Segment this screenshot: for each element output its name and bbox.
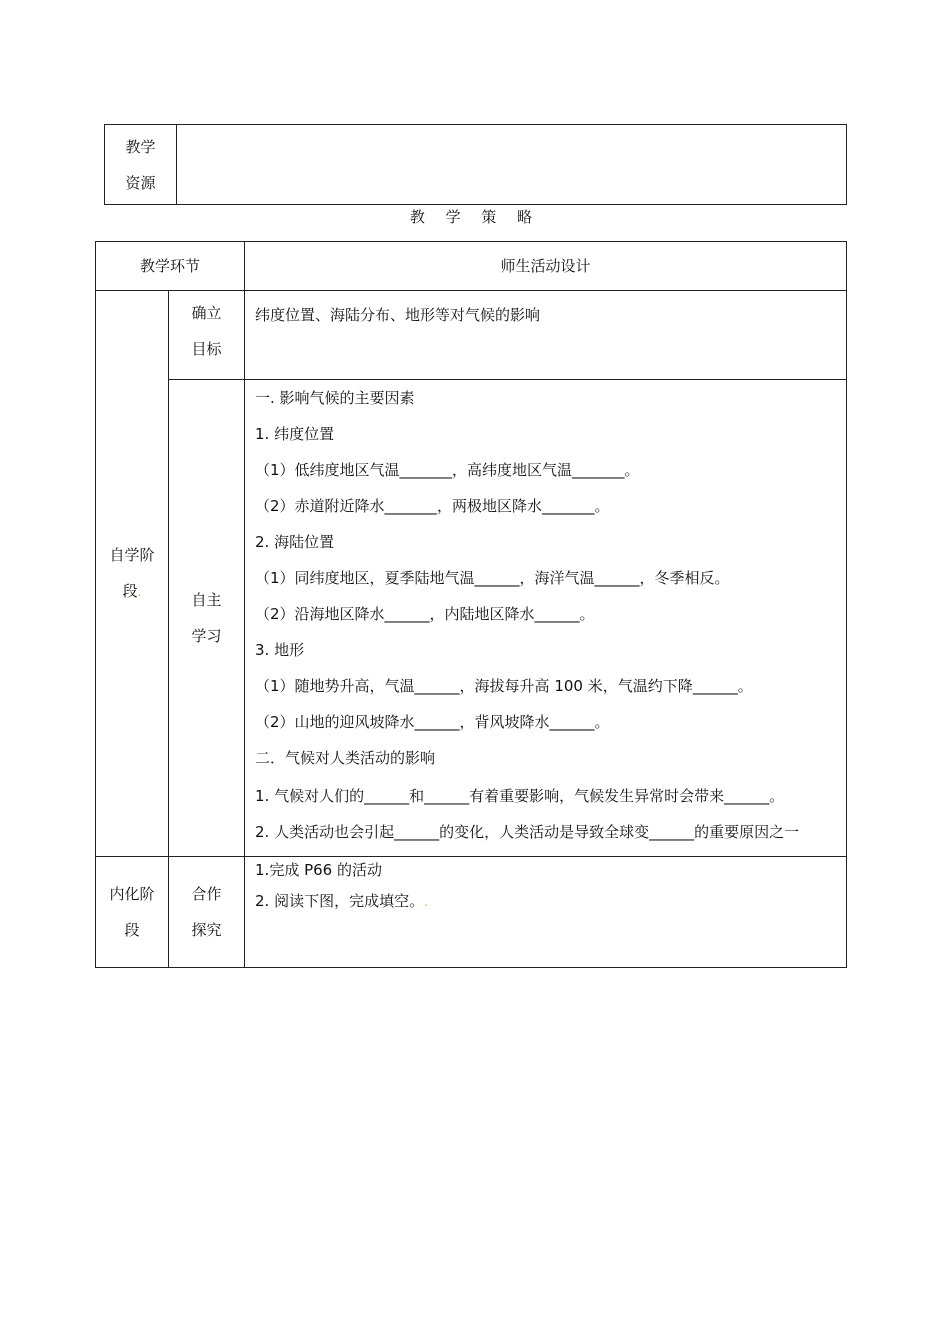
strategy-table	[95, 241, 847, 968]
self-study-stage-text: 段	[122, 582, 138, 600]
goal-content-cell	[245, 291, 847, 380]
autonomous-label-cell	[169, 380, 245, 857]
goal-text: 纬度位置、海陆分布、地形等对气候的影响	[255, 306, 541, 324]
resources-content	[177, 125, 847, 205]
self-study-stage-line1: 自学阶	[109, 546, 155, 564]
study-line: 二．气候对人类活动的影响	[255, 749, 436, 767]
study-line-wrap: 2. 人类活动也会引起______的变化，人类活动是导致全球变______的重要原因之一	[255, 823, 800, 841]
autonomous-row	[96, 380, 847, 857]
resources-label-line1: 教学	[125, 137, 156, 156]
cooperate-line-text: 2. 阅读下图，完成填空。	[255, 892, 425, 910]
self-study-stage-dot: .	[137, 585, 142, 599]
internalize-stage-line2: 段	[124, 921, 140, 939]
study-line: 一. 影响气候的主要因素	[255, 389, 415, 407]
header-teaching-stage: 教学环节	[96, 242, 245, 291]
study-line: （2）山地的迎风坡降水______，背风坡降水______。	[255, 713, 610, 731]
goal-label-line2: 目标	[191, 340, 222, 358]
autonomous-label-line1: 自主	[191, 591, 222, 609]
study-line: （2）沿海地区降水______，内陆地区降水______。	[255, 605, 595, 623]
resources-table	[104, 124, 847, 205]
strategy-title: 教 学 策 略	[409, 208, 541, 226]
cooperate-line: 1.完成 P66 的活动	[255, 861, 382, 879]
study-line: （2）赤道附近降水_______，两极地区降水_______。	[255, 497, 610, 515]
goal-row	[96, 291, 847, 380]
self-study-stage-line2	[96, 573, 168, 610]
study-line: （1）随地势升高，气温______，海拔每升高 100 米，气温约下降______。	[255, 677, 753, 695]
study-line-wrap: 1. 气候对人们的______和______有着重要影响，气候发生异常时会带来______。	[255, 787, 785, 805]
study-line: 2. 海陆位置	[255, 533, 335, 551]
resources-row	[105, 125, 847, 205]
internalize-stage-line1: 内化阶	[109, 885, 155, 903]
cooperate-label-line2: 探究	[191, 921, 222, 939]
resources-label	[105, 125, 177, 205]
study-line: 1. 纬度位置	[255, 425, 335, 443]
cooperate-content-cell	[245, 857, 847, 968]
resources-label-line2: 资源	[125, 173, 156, 192]
study-line: （1）同纬度地区，夏季陆地气温______，海洋气温______，冬季相反。	[255, 569, 730, 587]
study-line: （1）低纬度地区气温_______，高纬度地区气温_______。	[255, 461, 640, 479]
goal-label-line1: 确立	[191, 304, 222, 322]
cooperate-line-dot: .	[424, 895, 428, 909]
autonomous-content-cell	[245, 380, 847, 857]
self-study-stage-cell	[96, 291, 169, 857]
cooperate-label-line1: 合作	[191, 885, 222, 903]
header-row	[96, 242, 847, 291]
header-activity-design: 师生活动设计	[245, 242, 847, 291]
goal-label-cell	[169, 291, 245, 380]
internalize-row	[96, 857, 847, 968]
cooperate-line	[255, 883, 836, 919]
cooperate-label-cell	[169, 857, 245, 968]
study-line: 3. 地形	[255, 641, 305, 659]
internalize-stage-cell	[96, 857, 169, 968]
autonomous-label-line2: 学习	[191, 627, 222, 645]
